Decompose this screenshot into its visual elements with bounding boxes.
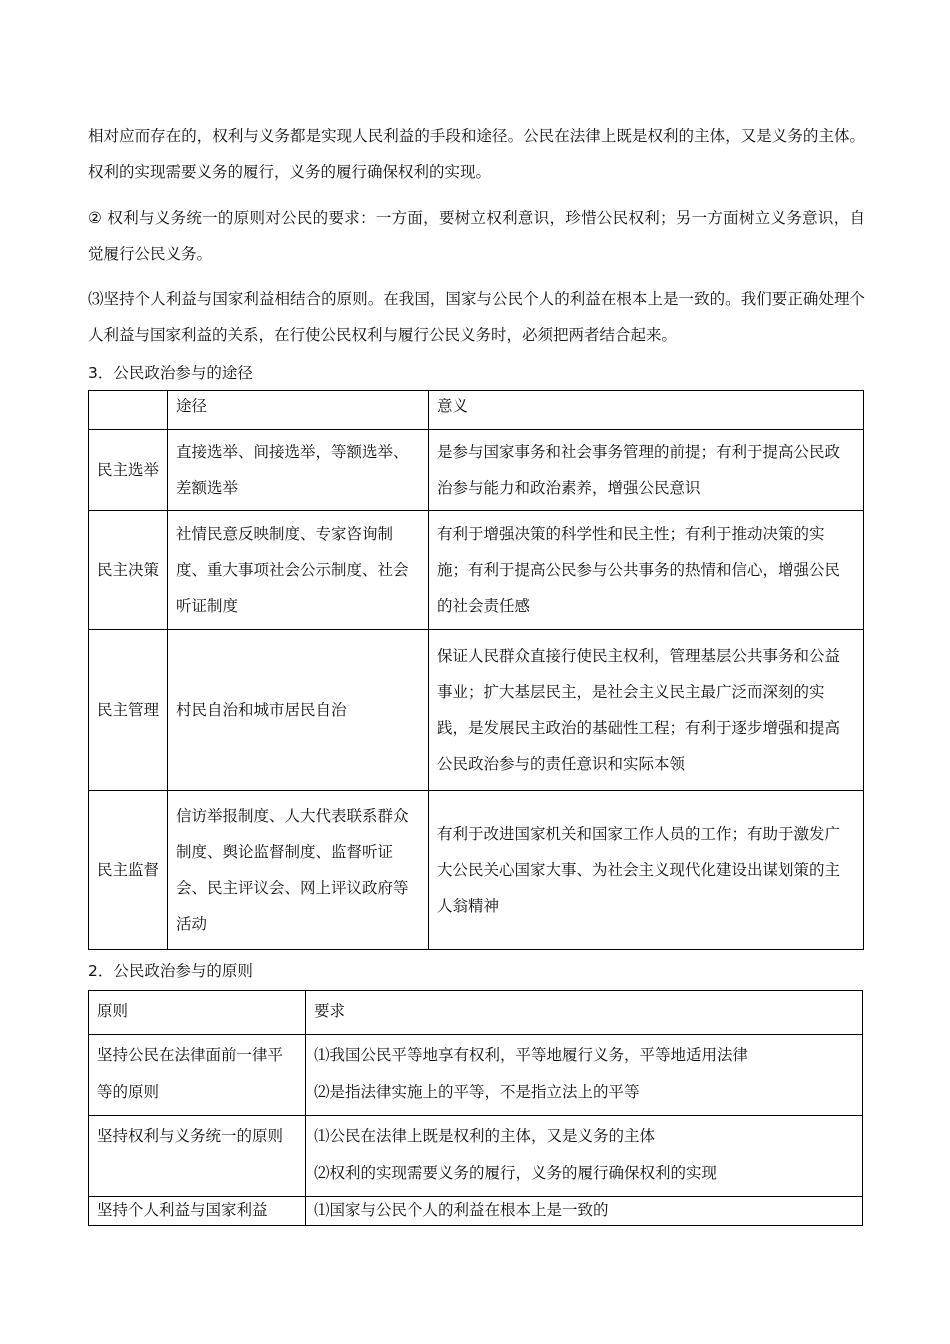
row-path: 社情民意反映制度、专家咨询制度、重大事项社会公示制度、社会听证制度 xyxy=(168,511,429,630)
paragraph-principle-requirement: ② 权利与义务统一的原则对公民的要求：一方面，要树立权利意识，珍惜公民权利；另一方面树立义务意识，自觉履行公民义务。 xyxy=(88,209,865,263)
header-requirement: 要求 xyxy=(306,991,863,1035)
row-path: 信访举报制度、人大代表联系群众制度、舆论监督制度、监督听证会、民主评议会、网上评议政府等活动 xyxy=(168,791,429,950)
table-header-row xyxy=(89,391,864,430)
header-meaning: 意义 xyxy=(429,391,864,430)
table-row xyxy=(89,1116,863,1197)
row-principle: 坚持公民在法律面前一律平等的原则 xyxy=(89,1035,306,1116)
table-row xyxy=(89,791,864,950)
row-principle: 坚持权利与义务统一的原则 xyxy=(89,1116,306,1197)
paragraph-interest-principle: ⑶坚持个人利益与国家利益相结合的原则。在我国，国家与公民个人的利益在根本上是一致的。我们要正确处理个人利益与国家利益的关系，在行使公民权利与履行公民义务时，必须把两者结合起来。 xyxy=(88,290,865,344)
row-requirement xyxy=(306,1197,863,1226)
principles-table xyxy=(88,990,863,1226)
requirement-line: ⑴公民在法律上既是权利的主体，又是义务的主体 xyxy=(314,1127,656,1145)
row-requirement xyxy=(306,1035,863,1116)
header-path: 途径 xyxy=(168,391,429,430)
row-meaning: 有利于增强决策的科学性和民主性；有利于推动决策的实施；有利于提高公民参与公共事务的热情和信心，增强公民的社会责任感 xyxy=(429,511,864,630)
row-requirement xyxy=(306,1116,863,1197)
requirement-line: ⑵是指法律实施上的平等，不是指立法上的平等 xyxy=(314,1083,640,1101)
paragraph-rights-duties: 相对应而存在的，权利与义务都是实现人民利益的手段和途径。公民在法律上既是权利的主体，又是义务的主体。权利的实现需要义务的履行，义务的履行确保权利的实现。 xyxy=(88,127,865,181)
requirement-line: ⑴国家与公民个人的利益在根本上是一致的 xyxy=(314,1201,609,1219)
table-row xyxy=(89,1197,863,1226)
channels-table xyxy=(88,390,864,950)
table-row xyxy=(89,511,864,630)
row-name: 民主管理 xyxy=(89,630,168,791)
row-meaning: 是参与国家事务和社会事务管理的前提；有利于提高公民政治参与能力和政治素养，增强公民意识 xyxy=(429,430,864,511)
requirement-line: ⑴我国公民平等地享有权利，平等地履行义务，平等地适用法律 xyxy=(314,1046,749,1064)
row-path: 直接选举、间接选举，等额选举、差额选举 xyxy=(168,430,429,511)
row-meaning: 有利于改进国家机关和国家工作人员的工作；有助于激发广大公民关心国家大事、为社会主义现代化建设出谋划策的主人翁精神 xyxy=(429,791,864,950)
row-meaning: 保证人民群众直接行使民主权利，管理基层公共事务和公益事业；扩大基层民主，是社会主义民主最广泛而深刻的实践，是发展民主政治的基础性工程；有利于逐步增强和提高公民政治参与的责任意识和实际本领 xyxy=(429,630,864,791)
row-name: 民主选举 xyxy=(89,430,168,511)
table-row xyxy=(89,630,864,791)
header-principle: 原则 xyxy=(89,991,306,1035)
header-empty xyxy=(89,391,168,430)
section-heading-principles: 2．公民政治参与的原则 xyxy=(88,962,253,980)
table-row xyxy=(89,1035,863,1116)
table-header-row xyxy=(89,991,863,1035)
section-heading-channels: 3．公民政治参与的途径 xyxy=(88,364,253,382)
row-principle: 坚持个人利益与国家利益 xyxy=(89,1197,306,1226)
row-path: 村民自治和城市居民自治 xyxy=(168,630,429,791)
row-name: 民主监督 xyxy=(89,791,168,950)
table-row xyxy=(89,430,864,511)
requirement-line: ⑵权利的实现需要义务的履行，义务的履行确保权利的实现 xyxy=(314,1164,718,1182)
row-name: 民主决策 xyxy=(89,511,168,630)
